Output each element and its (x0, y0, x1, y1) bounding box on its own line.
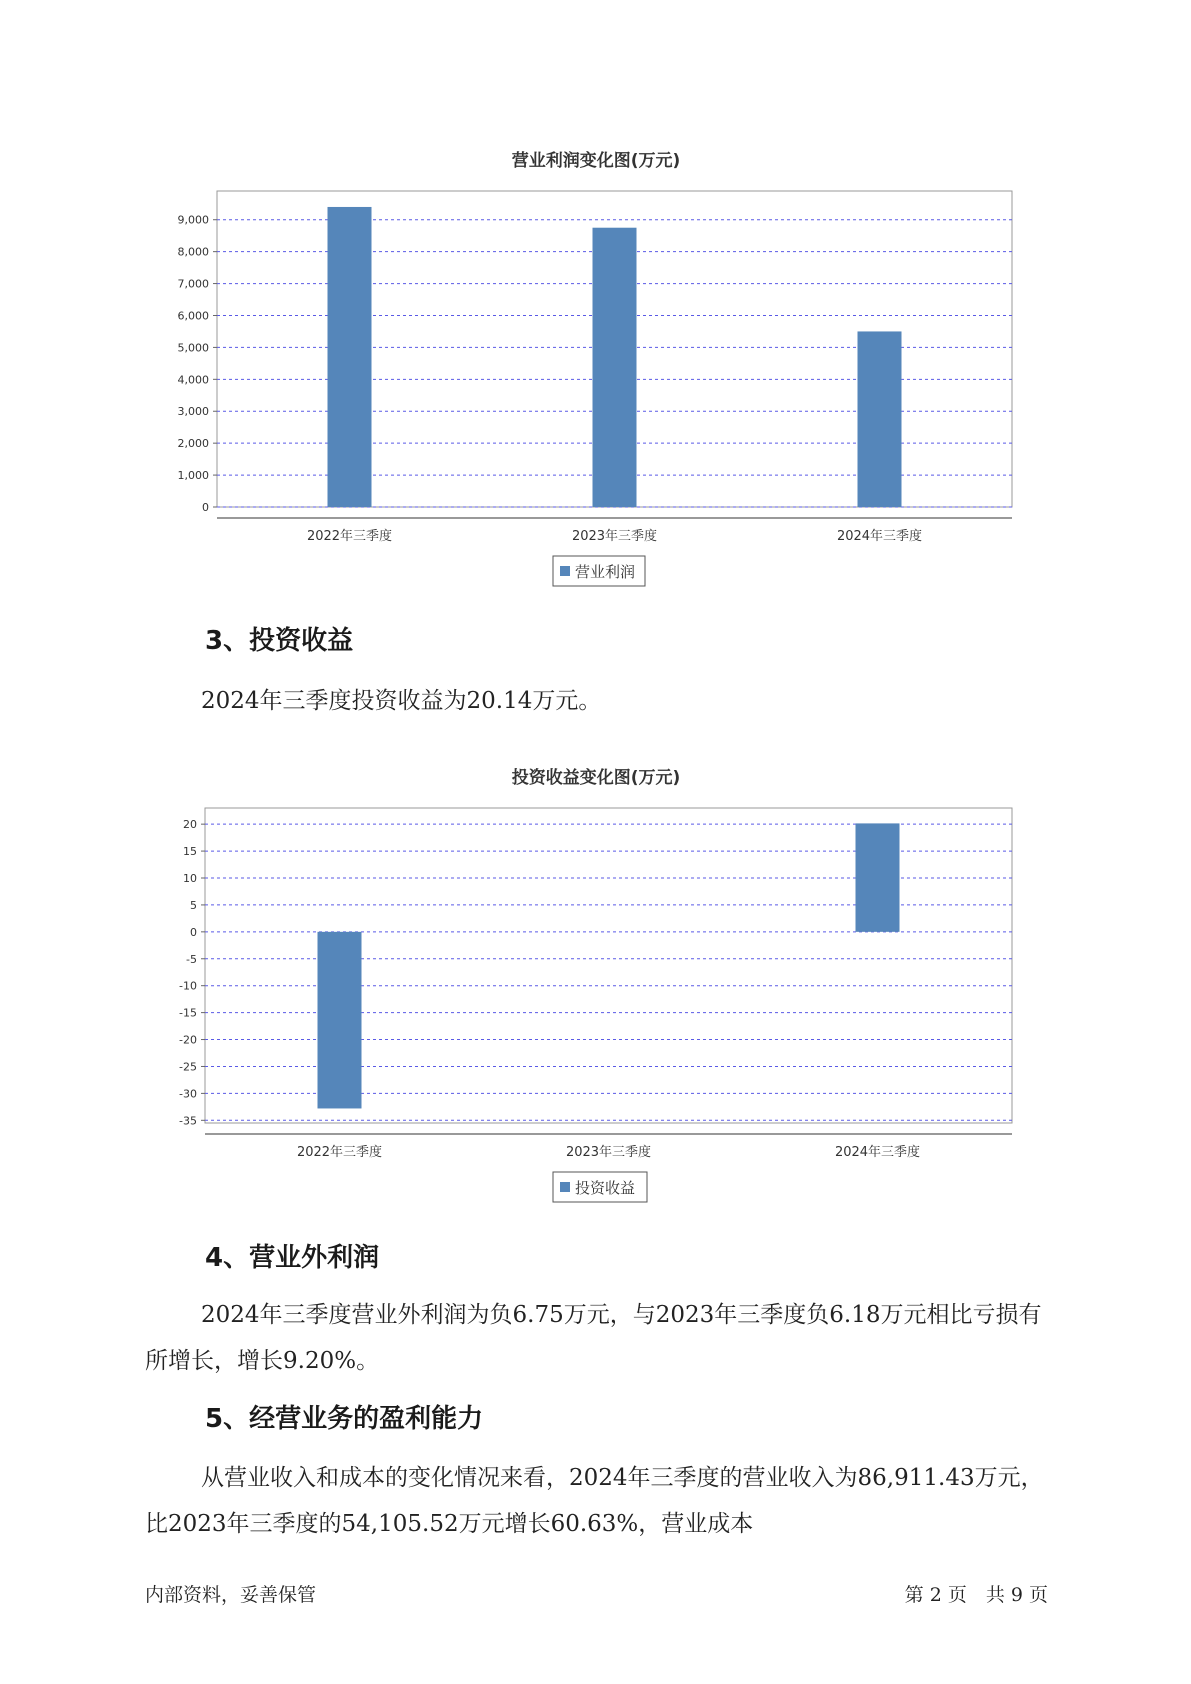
y-tick-label: 6,000 (177, 309, 209, 323)
y-tick-label: 20 (183, 818, 197, 832)
x-tick-label: 2023年三季度 (565, 1145, 652, 1160)
y-tick-label: 10 (183, 872, 197, 885)
y-tick-label: 9,000 (177, 213, 209, 227)
legend-swatch (560, 1182, 570, 1192)
y-tick-label: 0 (202, 501, 209, 514)
y-tick-label: 15 (183, 845, 197, 859)
y-tick-label: 3,000 (177, 405, 209, 419)
y-tick-label: -30 (179, 1087, 197, 1101)
bar-1 (318, 932, 362, 1109)
y-tick-label: 1,000 (177, 469, 209, 483)
y-tick-label: 5,000 (177, 341, 209, 355)
section-4-heading: 4、营业外利润 (205, 1243, 380, 1273)
y-tick-label: 8,000 (177, 245, 209, 259)
section-5-text: 从营业收入和成本的变化情况来看，2024年三季度的营业收入为86,911.43万元，比2023年三季度的54,105.52万元增长60.63%，营业成本 (145, 1465, 1044, 1537)
x-tick-label: 2023年三季度 (571, 529, 658, 544)
footer-confidential-note: 内部资料，妥善保管 (145, 1584, 317, 1606)
y-tick-label: -25 (179, 1060, 197, 1074)
y-tick-label: -10 (179, 979, 197, 993)
y-tick-label: -20 (179, 1033, 197, 1047)
x-tick-label: 2024年三季度 (834, 1145, 921, 1160)
y-tick-label: -5 (186, 952, 197, 966)
footer-page-number: 第 2 页 共 9 页 (904, 1584, 1048, 1606)
y-tick-label: -35 (179, 1114, 197, 1128)
chart-title: 投资收益变化图(万元) (511, 768, 681, 788)
section-3-heading: 3、投资收益 (205, 626, 354, 656)
y-tick-label: 5 (190, 898, 197, 912)
x-tick-label: 2022年三季度 (306, 529, 393, 544)
x-tick-label: 2024年三季度 (836, 529, 923, 544)
y-tick-label: 4,000 (177, 373, 209, 387)
section-4-text: 2024年三季度营业外利润为负6.75万元，与2023年三季度负6.18万元相比亏损有所增长，增长9.20%。 (145, 1302, 1042, 1374)
legend-label: 营业利润 (575, 563, 636, 581)
x-tick-label: 2022年三季度 (296, 1145, 383, 1160)
y-tick-label: -15 (179, 1006, 197, 1020)
y-tick-label: 7,000 (177, 277, 209, 291)
y-tick-label: 0 (190, 925, 197, 939)
y-tick-label: 2,000 (177, 437, 209, 451)
legend-label: 投资收益 (575, 1179, 636, 1197)
section-5-heading: 5、经营业务的盈利能力 (205, 1404, 484, 1434)
chart-title: 营业利润变化图(万元) (511, 151, 681, 171)
section-3-text: 2024年三季度投资收益为20.14万元。 (201, 688, 602, 714)
bar-3 (856, 823, 900, 931)
